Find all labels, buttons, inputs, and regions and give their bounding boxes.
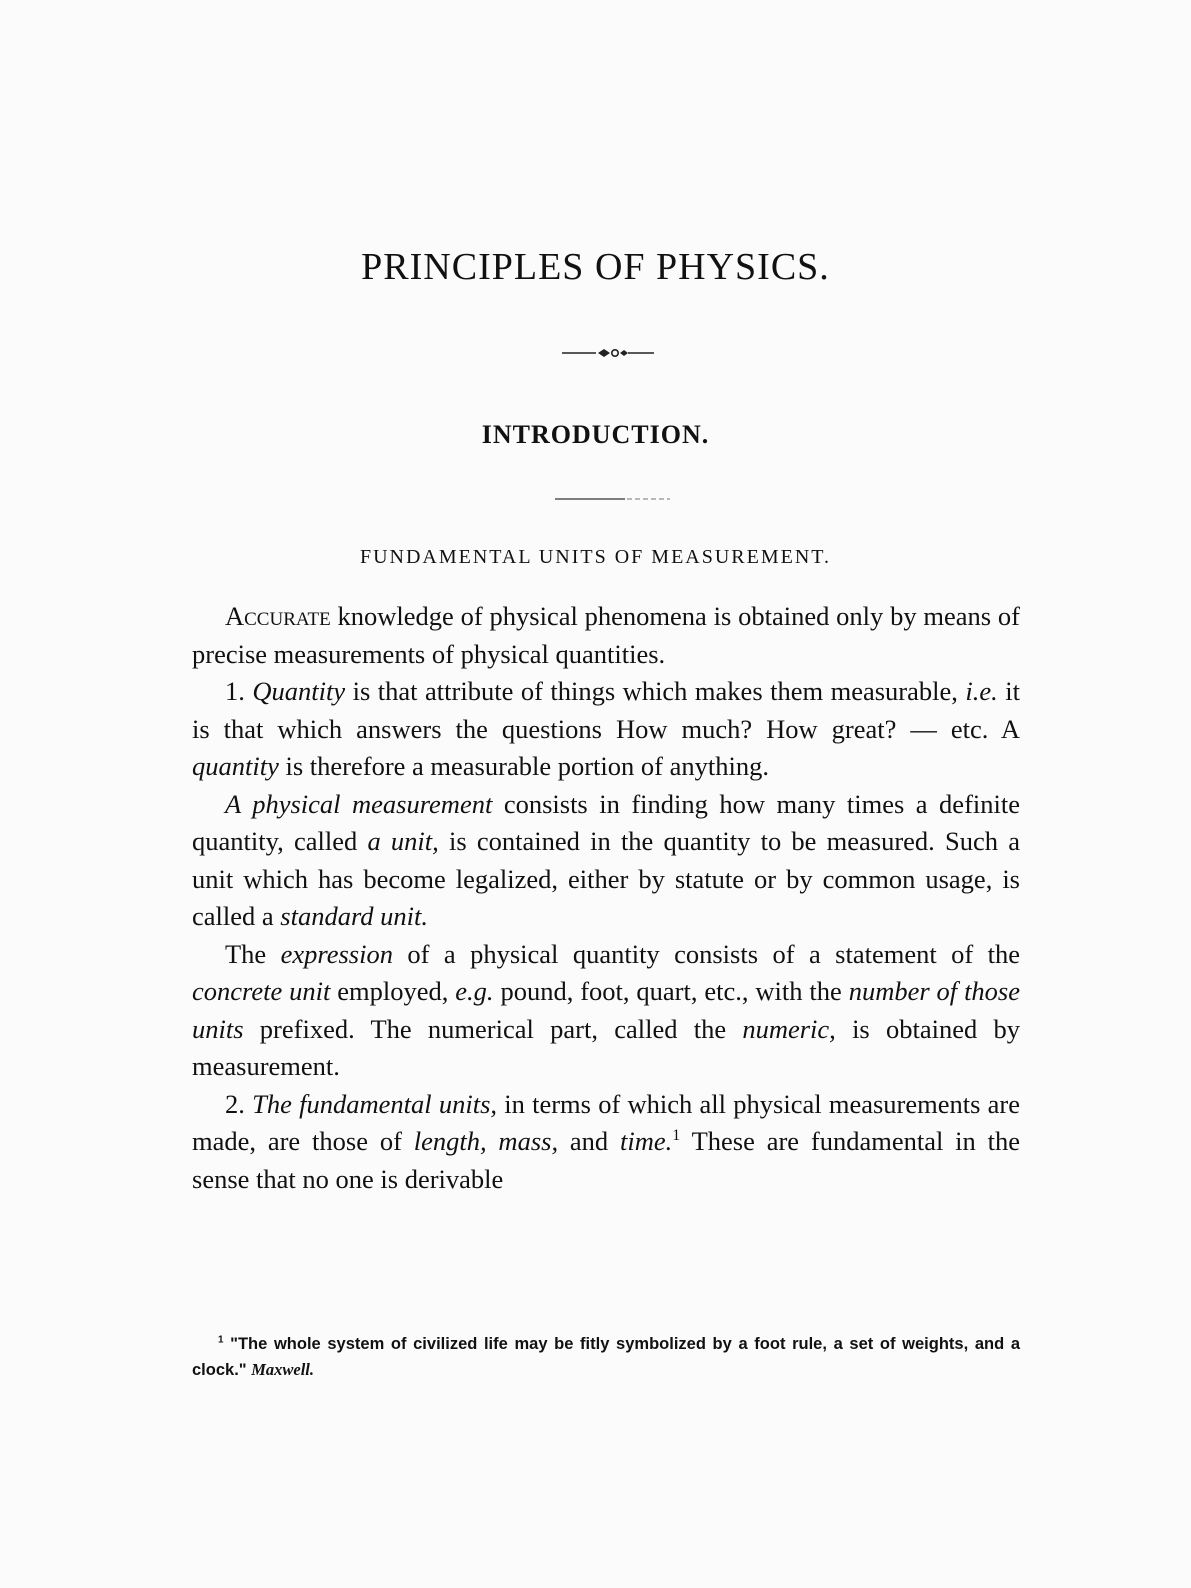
italic-text: i.e.: [965, 676, 998, 706]
footnote-text: "The whole system of civilized life may be fitly symbolized by a foot rule, a set of weights, and a clock.": [192, 1335, 1020, 1379]
italic-text: numeric,: [742, 1013, 836, 1044]
rule-divider: [555, 497, 670, 501]
ornament-divider: [560, 345, 656, 361]
italic-text: time.: [620, 1126, 673, 1156]
subheading: FUNDAMENTAL UNITS OF MEASUREMENT.: [359, 546, 832, 568]
italic-text: number of those units: [192, 976, 1021, 1044]
italic-text: standard unit.: [280, 901, 429, 931]
text: These are fundamental in the sense that no one is derivable: [192, 1126, 1021, 1194]
text: employed,: [330, 976, 456, 1006]
italic-text: The fundamental units,: [252, 1088, 498, 1119]
text: pound, foot, quart, etc., with the: [493, 976, 849, 1006]
italic-text: concrete unit: [192, 976, 331, 1006]
text: The: [225, 938, 281, 969]
text: in terms of which all physical measurements are made, are those of: [192, 1088, 1021, 1156]
text: is therefore a measurable portion of anything.: [278, 751, 769, 781]
text: 1.: [225, 676, 253, 706]
text: is obtained by measurement.: [192, 1013, 1020, 1081]
text: is contained in the quantity to be measured. Such a unit which has become legalized, either by statute or by common usage, is called a: [192, 826, 1021, 931]
paragraph: [192, 786, 1020, 936]
text: consists in finding how many times a definite quantity, called: [192, 788, 1020, 856]
italic-text: expression: [280, 938, 393, 969]
italic-text: a unit,: [367, 826, 439, 856]
text: is that attribute of things which makes them measurable,: [345, 676, 966, 706]
text: and: [558, 1126, 621, 1156]
text: prefixed. The numerical part, called the: [243, 1013, 743, 1044]
italic-text: A physical measurement: [225, 788, 493, 819]
section-title: INTRODUCTION.: [481, 420, 710, 449]
italic-text: quantity: [192, 751, 279, 781]
paragraph: [192, 936, 1020, 1086]
footnote-ref: 1: [672, 1127, 681, 1145]
text: it is that which answers the questions How much? How great? — etc. A: [192, 676, 1021, 744]
lead-word: Accurate: [225, 601, 331, 631]
text: 2.: [225, 1088, 253, 1119]
footnote: [192, 1331, 1020, 1383]
italic-text: length, mass,: [413, 1126, 559, 1156]
book-title: PRINCIPLES OF PHYSICS.: [361, 246, 830, 288]
footnote-attribution: Maxwell.: [251, 1360, 314, 1379]
footnote-mark: 1: [218, 1334, 224, 1346]
body-text: [192, 598, 1020, 1198]
text: knowledge of physical phenomena is obtained only by means of precise measurements of physical quantities.: [192, 601, 1020, 669]
italic-text: e.g.: [455, 976, 494, 1006]
paragraph: [192, 1086, 1020, 1199]
italic-text: Quantity: [252, 676, 346, 706]
paragraph: [192, 673, 1020, 786]
paragraph: [192, 598, 1020, 673]
text: of a physical quantity consists of a statement of the: [392, 938, 1020, 969]
